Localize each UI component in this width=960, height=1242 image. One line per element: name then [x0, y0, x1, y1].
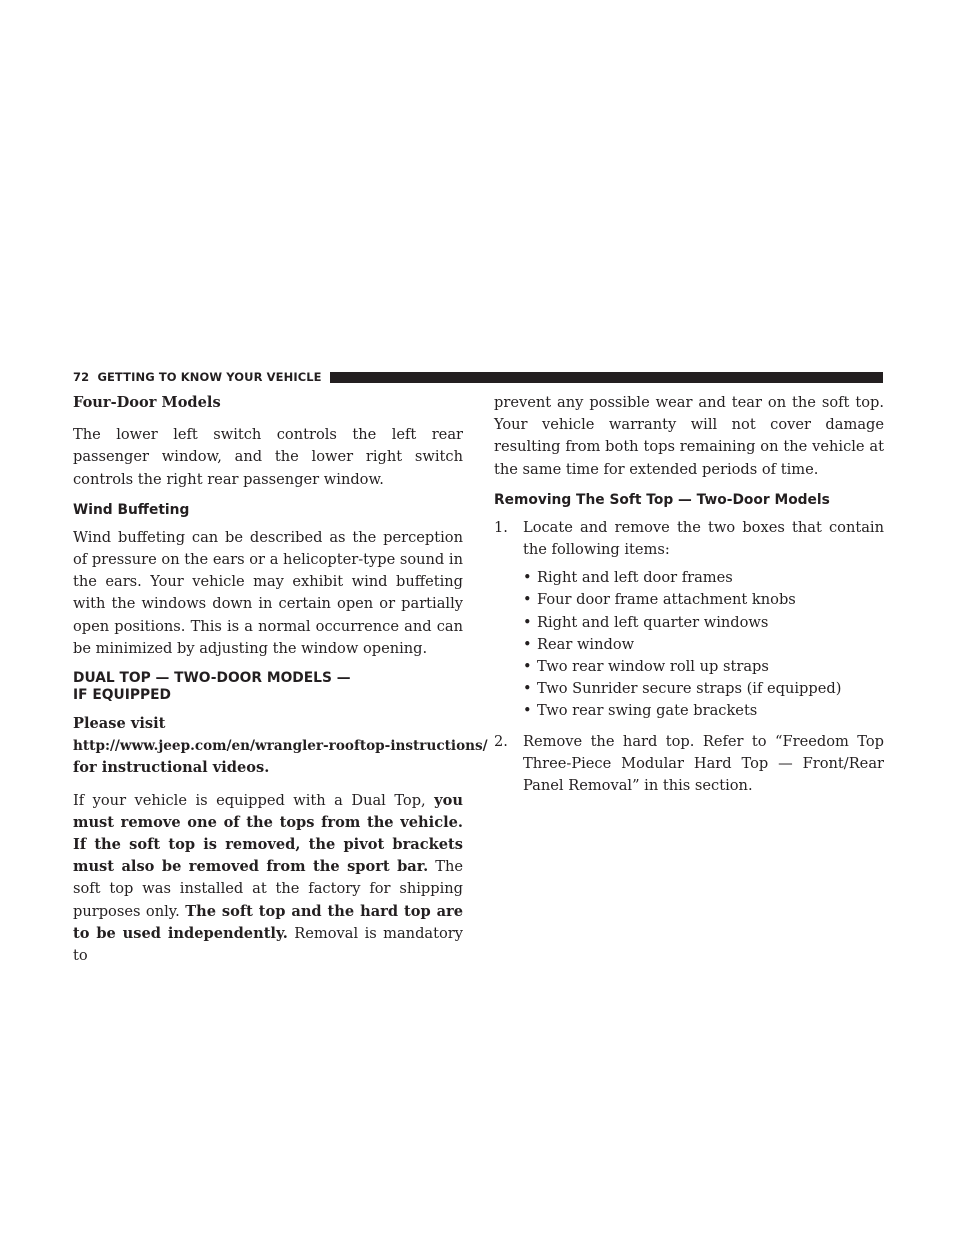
- wind-buffeting-heading: Wind Buffeting: [73, 501, 190, 518]
- step-2: [494, 731, 884, 798]
- box-contents-list: [523, 567, 884, 722]
- four-door-paragraph: The lower left switch controls the left rear passenger window, and the lower right switch controls the right rear passenger window.: [73, 426, 463, 488]
- dual-top-text-1: If your vehicle is equipped with a Dual Top,: [73, 791, 426, 809]
- page-header-text: [73, 370, 330, 384]
- visit-line-end: for instructional videos.: [73, 759, 270, 777]
- list-item: • Four door frame attachment knobs: [523, 589, 884, 611]
- section-title: GETTING TO KNOW YOUR VEHICLE: [97, 370, 322, 384]
- left-column: [73, 392, 488, 977]
- page-number: 72: [73, 370, 90, 384]
- list-item: • Two Sunrider secure straps (if equipped): [523, 678, 884, 700]
- step-2-number: 2.: [494, 732, 508, 750]
- dual-top-text-3: Removal is mandatory to: [73, 924, 463, 965]
- dual-top-paragraph: [73, 790, 463, 968]
- dual-top-heading: [73, 670, 463, 704]
- visit-note: [73, 713, 488, 780]
- page-header: [73, 370, 883, 384]
- dual-top-text-2: The soft top was installed at the factory for shipping purposes only.: [73, 858, 463, 920]
- list-item: • Two rear swing gate brackets: [523, 700, 884, 722]
- visit-line: Please visit: [73, 715, 166, 733]
- visit-url: http://www.jeep.com/en/wrangler-rooftop-instructions/: [73, 738, 488, 755]
- wind-buffeting-paragraph: Wind buffeting can be described as the perception of pressure on the ears or a helicopter-type sound in the ears. Your vehicle may exhibit wind buffeting with the windows down in certain open or partially open positions. This is a normal occurrence and can be minimized by adjusting the window opening.: [73, 528, 463, 657]
- four-door-heading: Four-Door Models: [73, 394, 221, 411]
- list-item: • Right and left quarter windows: [523, 612, 884, 634]
- list-item: • Rear window: [523, 634, 884, 656]
- removing-soft-top-heading: Removing The Soft Top — Two-Door Models: [494, 491, 830, 508]
- step-1-number: 1.: [494, 518, 508, 536]
- dual-top-warning: you must remove one of the tops from the vehicle. If the soft top is removed, the pivot brackets must also be removed from the sport bar.: [73, 791, 463, 876]
- list-item: • Right and left door frames: [523, 567, 884, 589]
- step-1-text: Locate and remove the two boxes that contain the following items:: [523, 518, 884, 559]
- step-2-text: Remove the hard top. Refer to “Freedom Top Three-Piece Modular Hard Top — Front/Rear Panel Removal” in this section.: [523, 732, 884, 795]
- list-item: • Two rear window roll up straps: [523, 656, 884, 678]
- right-column: [494, 392, 884, 805]
- continued-paragraph: prevent any possible wear and tear on the soft top. Your vehicle warranty will not cover damage resulting from both tops remaining on the vehicle at the same time for extended periods of time.: [494, 394, 884, 478]
- step-1: [494, 517, 884, 723]
- dual-top-independent-note: The soft top and the hard top are to be used independently.: [73, 902, 463, 942]
- removal-steps: [494, 517, 884, 797]
- dual-top-heading-line2: IF EQUIPPED: [73, 687, 171, 704]
- header-rule: [330, 372, 883, 383]
- dual-top-heading-line1: DUAL TOP — TWO-DOOR MODELS —: [73, 670, 351, 687]
